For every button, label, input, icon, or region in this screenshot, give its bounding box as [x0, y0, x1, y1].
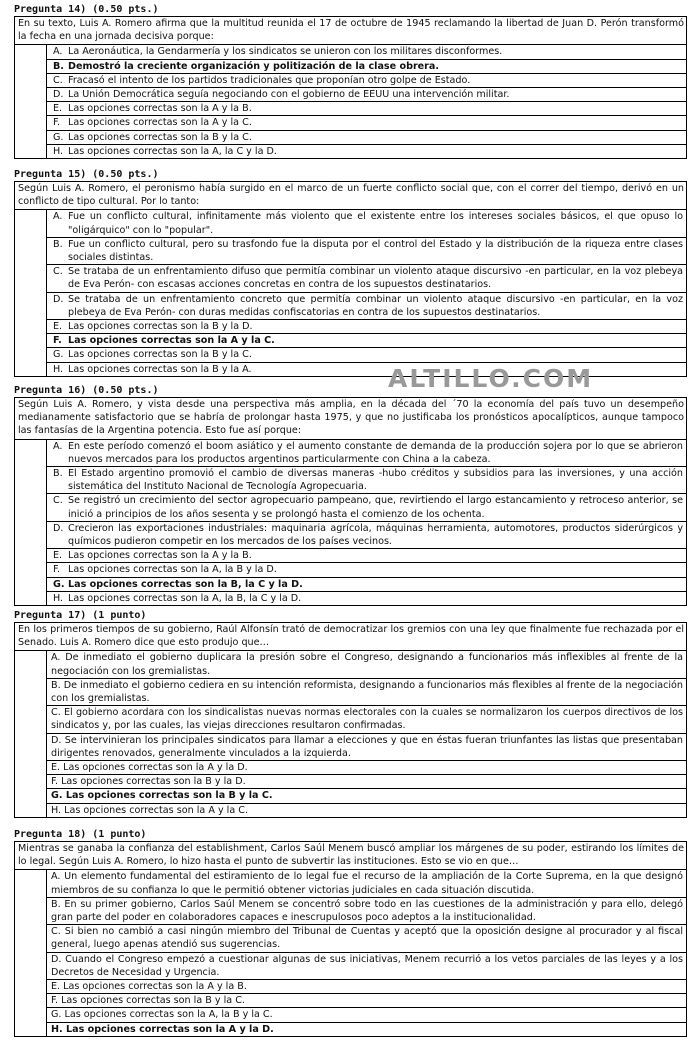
answer-option[interactable]: [46, 804, 686, 817]
answer-option[interactable]: [46, 494, 686, 521]
answer-option[interactable]: [46, 734, 686, 761]
option-text: Fracasó el intento de los partidos tradicionales que proponían otro golpe de Estado.: [68, 74, 471, 86]
option-letter: A.: [53, 46, 63, 58]
option-text: Demostró la creciente organización y politización de la clase obrera.: [68, 60, 440, 72]
answer-option[interactable]: [46, 578, 686, 592]
answer-option[interactable]: [46, 775, 686, 789]
option-letter: F.: [53, 117, 61, 129]
answer-option[interactable]: [46, 238, 686, 265]
question-stem: Según Luis A. Romero, y vista desde una perspectiva más amplia, en la década del ´70 la economía del país tuvo un desempeño medianamente satisfactorio que se habría de prolongar hasta 1975, y que no justificaba los pronósticos apocalípticos, aunque tampoco las fantasías de la Argentina potencia. Esto fue así porque:: [15, 398, 686, 440]
option-text: Las opciones correctas son la B y la D.: [68, 321, 253, 333]
option-letter: H.: [53, 592, 64, 604]
answer-option[interactable]: [46, 1023, 686, 1036]
option-text: Las opciones correctas son la A, la C y la D.: [68, 145, 277, 157]
answer-option[interactable]: [46, 293, 686, 320]
option-text: El Estado argentino promovió el cambio de diversas maneras -hubo créditos y subsidios para las inversiones, y una acción sistemática del Instituto Nacional de Tecnología Agropecuaria.: [68, 468, 683, 493]
option-text: La Unión Democrática seguía negociando con el gobierno de EEUU una intervención militar.: [68, 89, 510, 101]
answer-option[interactable]: [46, 334, 686, 348]
question-title: Pregunta 16) (0.50 pts.): [14, 385, 159, 396]
answer-option[interactable]: [46, 522, 686, 549]
option-text: Fue un conflicto cultural, infinitamente más violento que el existente entre los intereses sociales básicos, el que opuso lo "oligárquico" con lo "popular".: [68, 211, 683, 236]
answer-option[interactable]: [46, 592, 686, 605]
option-letter: E.: [53, 103, 63, 115]
option-letter: D.: [53, 522, 64, 534]
option-letter: H.: [53, 145, 64, 157]
question-stem: En su texto, Luis A. Romero afirma que la multitud reunida el 17 de octubre de 1945 reclamando la libertad de Juan D. Perón transformó la fecha en una jornada decisiva porque:: [15, 17, 686, 45]
option-letter: D.: [53, 89, 64, 101]
option-text: Crecieron las exportaciones industriales: maquinaria agrícola, máquinas herramienta, automotores, productos siderúrgicos y químicos pudieron competir en los mercados de los países vecinos.: [68, 522, 683, 548]
answer-option[interactable]: [46, 953, 686, 980]
option-text: D. Cuando el Congreso empezó a cuestionar algunas de sus iniciativas, Menem recurrió a los vetos parciales de las leyes y a los Decretos de Necesidad y Urgencia.: [51, 953, 683, 978]
question-block: [14, 829, 687, 1037]
option-letter: G.: [53, 131, 64, 143]
question-title: Pregunta 18) (1 punto): [14, 829, 147, 840]
answer-option[interactable]: [46, 679, 686, 706]
option-text: Las opciones correctas son la A y la B.: [68, 103, 252, 115]
option-text: G. Las opciones correctas son la A, la B y la C.: [51, 1009, 273, 1021]
answer-option[interactable]: [46, 1008, 686, 1022]
option-text: Las opciones correctas son la A, la B y la D.: [68, 564, 277, 576]
question-block: [14, 385, 687, 606]
answer-option[interactable]: [46, 320, 686, 334]
option-text: F. Las opciones correctas son la B y la C.: [51, 995, 245, 1007]
option-text: H. Las opciones correctas son la A y la C.: [51, 804, 249, 816]
question-box: [14, 397, 687, 606]
option-text: La Aeronáutica, la Gendarmería y los sindicatos se unieron con los militares disconformes.: [68, 46, 503, 58]
option-text: Se trataba de un enfrentamiento concreto que permitía combinar un violento ataque discursivo -en particular, en la voz plebeya de Eva Perón- con duras medidas confiscatorias en contra de los supuestos destinatarios.: [68, 293, 683, 318]
option-letter: D.: [53, 293, 64, 305]
question-title: Pregunta 17) (1 punto): [14, 610, 147, 621]
answer-option[interactable]: [46, 651, 686, 678]
question-block: [14, 4, 687, 159]
question-title: Pregunta 15) (0.50 pts.): [14, 169, 159, 180]
option-text: Se trataba de un enfrentamiento difuso que permitía combinar un violento ataque discursivo -en particular, en la voz plebeya de Eva Perón- con escasas acciones concretas en contra de los supuestos destinatarios.: [68, 266, 683, 291]
option-letter: E.: [53, 550, 63, 562]
answer-option[interactable]: [46, 789, 686, 803]
option-text: En este período comenzó el boom asiático y el aumento constante de demanda de la producción sojera por lo que se abrieron nuevos mercados para los productos argentinos particularmente con China a la cabeza.: [68, 440, 683, 465]
option-letter: B.: [53, 60, 64, 72]
option-text: Las opciones correctas son la B y la C.: [68, 349, 252, 361]
question-block: [14, 610, 687, 818]
option-letter: B.: [53, 238, 63, 250]
option-text: G. Las opciones correctas son la B y la C.: [51, 790, 273, 802]
option-letter: E.: [53, 321, 63, 333]
answer-option[interactable]: [46, 60, 686, 74]
answer-option[interactable]: [46, 549, 686, 563]
watermark: ALTILLO.COM: [388, 364, 594, 393]
option-text: B. En su primer gobierno, Carlos Saúl Menem se concentró sobre todo en las cuestiones de la administración y para ello, delegó gran parte del poder en colaboradores capaces e inescrupulosos poco adeptos a la institucionalidad.: [51, 898, 683, 924]
answer-option[interactable]: [46, 348, 686, 362]
option-letter: G.: [53, 578, 65, 590]
option-text: Las opciones correctas son la B y la A.: [68, 363, 252, 375]
question-box: [14, 181, 687, 377]
answer-option[interactable]: [46, 994, 686, 1008]
option-letter: A.: [53, 440, 63, 452]
question-title: Pregunta 14) (0.50 pts.): [14, 4, 159, 15]
option-letter: F.: [53, 564, 61, 576]
answer-option[interactable]: [46, 102, 686, 116]
question-box: [14, 841, 687, 1037]
option-text: A. De inmediato el gobierno duplicara la presión sobre el Congreso, designando a funcionarios más inflexibles al frente de la negociación con los gremialistas.: [51, 652, 683, 677]
option-text: Las opciones correctas son la A y la B.: [68, 550, 252, 562]
answer-option[interactable]: [46, 440, 686, 467]
option-text: D. Se intervinieran los principales sindicatos para llamar a elecciones y que en éstas fueran triunfantes las listas que presentaban dirigentes renovados, generalmente vinculados a la izquierda.: [51, 734, 683, 759]
option-text: Las opciones correctas son la A y la C.: [68, 117, 252, 129]
option-text: Se registró un crecimiento del sector agropecuario pampeano, que, revirtiendo el largo estancamiento y retroceso anterior, se inició a principios de los años sesenta y se prolongó hasta el comienzo de los ochenta.: [68, 495, 683, 520]
answer-option[interactable]: [46, 706, 686, 733]
option-text: Fue un conflicto cultural, pero su trasfondo fue la disputa por el control del Estado y la distribución de la riqueza entre clases sociales distintas.: [68, 238, 683, 264]
answer-option[interactable]: [46, 265, 686, 292]
option-text: Las opciones correctas son la A y la C.: [68, 335, 275, 347]
question-box: [14, 622, 687, 818]
option-text: A. Un elemento fundamental del estiramiento de lo legal fue el recurso de la ampliación de la Corte Suprema, en la que designó miembros de su confianza lo que le permitió obtener victorias judiciales en cada situación discutida.: [51, 871, 683, 896]
question-block: [14, 169, 687, 377]
answer-option[interactable]: [46, 88, 686, 102]
answer-option[interactable]: [46, 210, 686, 237]
answer-option[interactable]: [46, 116, 686, 130]
answer-option[interactable]: [46, 131, 686, 145]
option-text: C. Si bien no cambió a casi ningún miembro del Tribunal de Cuentas y aceptó que la oposición designe al procurador y al fiscal general, luego apenas atendió sus sugerencias.: [51, 926, 683, 951]
option-text: Las opciones correctas son la B y la C.: [68, 131, 252, 143]
answer-option[interactable]: [46, 467, 686, 494]
option-letter: C.: [53, 74, 63, 86]
option-letter: B.: [53, 468, 63, 480]
option-text: E. Las opciones correctas son la A y la B.: [51, 981, 247, 993]
answer-option[interactable]: [46, 761, 686, 775]
answer-option[interactable]: [46, 45, 686, 59]
option-text: C. El gobierno acordara con los sindicalistas nuevas normas electorales con la cuales se normalizaron los cuerpos directivos de los sindicatos y, por las cuales, las viejas direcciones resultaron confirmadas.: [51, 707, 683, 732]
answer-option[interactable]: [46, 980, 686, 994]
option-text: F. Las opciones correctas son la B y la D.: [51, 776, 246, 788]
question-stem: Según Luis A. Romero, el peronismo había surgido en el marco de un fuerte conflicto social que, con el correr del tiempo, derivó en un conflicto de tipo cultural. Por lo tanto:: [15, 182, 686, 210]
option-letter: C.: [53, 495, 63, 507]
option-letter: A.: [53, 211, 63, 223]
option-text: E. Las opciones correctas son la A y la D.: [51, 762, 248, 774]
option-letter: C.: [53, 266, 63, 278]
answer-option[interactable]: [46, 870, 686, 897]
option-text: B. De inmediato el gobierno cediera en su intención reformista, designando a funcionarios más flexibles al frente de la negociación con los gremialistas.: [51, 679, 683, 705]
option-text: Las opciones correctas son la B, la C y la D.: [68, 578, 303, 590]
question-stem: Mientras se ganaba la confianza del establishment, Carlos Saúl Menem buscó ampliar los márgenes de su poder, estirando los límites de lo legal. Según Luis A. Romero, lo hizo hasta el punto de subvertir las instituciones. Esto se vio en que…: [15, 842, 686, 870]
option-text: Las opciones correctas son la A, la B, la C y la D.: [68, 592, 302, 604]
option-text: H. Las opciones correctas son la A y la D.: [51, 1023, 274, 1035]
option-letter: H.: [53, 363, 64, 375]
answer-option[interactable]: [46, 925, 686, 952]
option-letter: F.: [53, 335, 62, 347]
answer-option[interactable]: [46, 145, 686, 158]
question-stem: En los primeros tiempos de su gobierno, Raúl Alfonsín trató de democratizar los gremios con una ley que finalmente fue rechazada por el Senado. Luis A. Romero dice que esto produjo que…: [15, 623, 686, 651]
answer-option[interactable]: [46, 563, 686, 577]
answer-option[interactable]: [46, 74, 686, 88]
answer-option[interactable]: [46, 898, 686, 925]
option-letter: G.: [53, 349, 64, 361]
question-box: [14, 16, 687, 159]
